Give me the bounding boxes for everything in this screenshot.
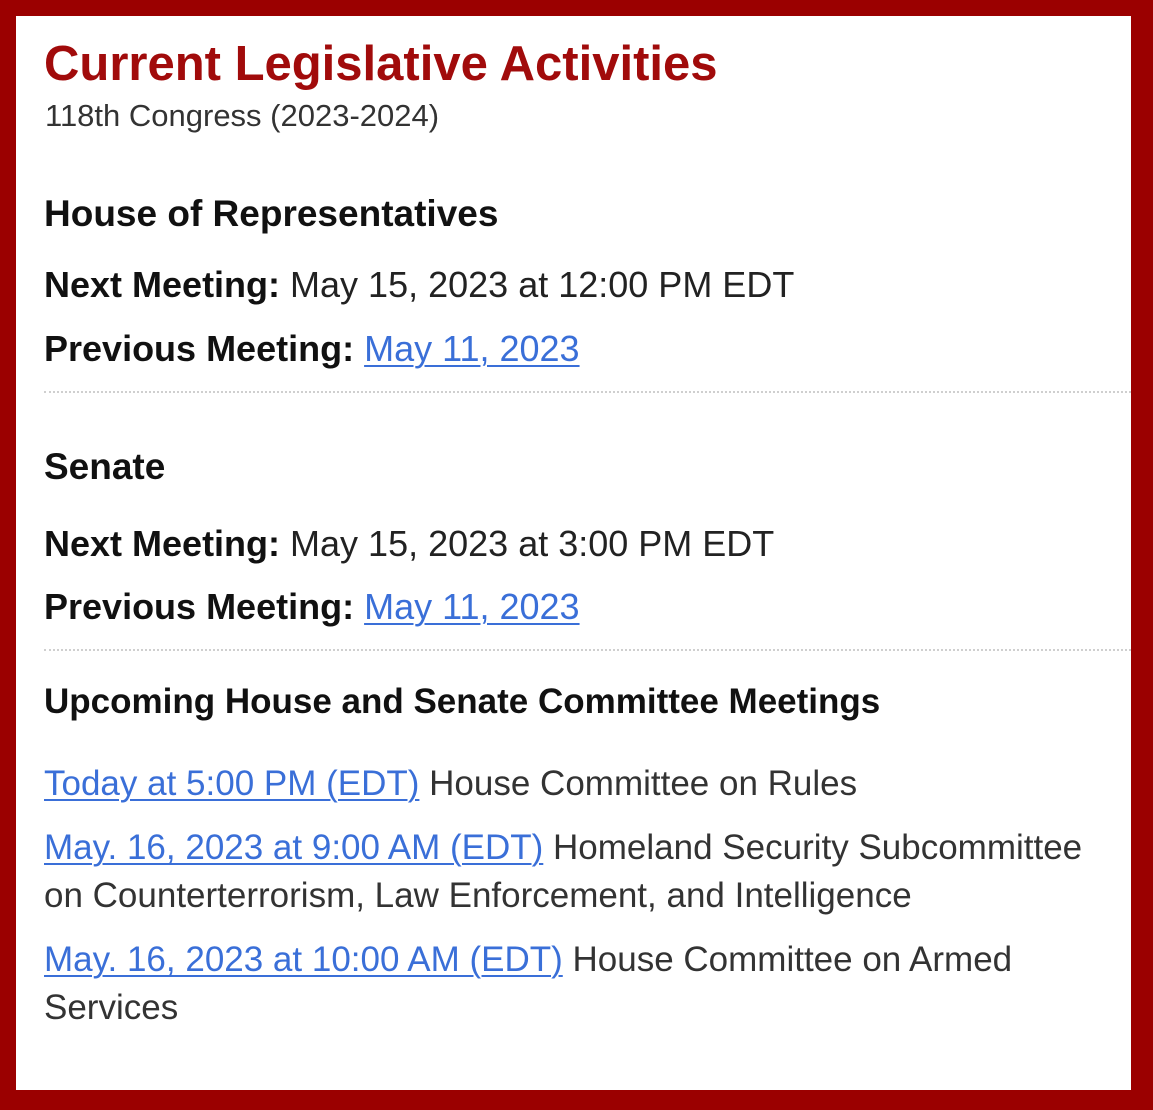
section-divider: [44, 649, 1131, 651]
committee-meeting-time-link[interactable]: May. 16, 2023 at 9:00 AM (EDT): [44, 828, 544, 867]
committee-meeting-item: [44, 824, 1116, 920]
committee-meeting-item: [44, 936, 1116, 1032]
congress-subtitle: 118th Congress (2023-2024): [45, 98, 440, 133]
senate-previous-meeting: [44, 586, 580, 628]
house-next-meeting-value: May 15, 2023 at 12:00 PM EDT: [290, 264, 795, 305]
committee-meeting-description: House Committee on Rules: [429, 764, 858, 803]
senate-previous-meeting-label: Previous Meeting:: [44, 586, 355, 627]
committee-meeting-item: [44, 760, 1116, 808]
senate-next-meeting: [44, 523, 774, 565]
house-previous-meeting: [44, 328, 580, 370]
committee-meetings-list: [44, 760, 1116, 1048]
house-next-meeting: [44, 264, 794, 306]
house-heading: House of Representatives: [44, 193, 499, 234]
senate-next-meeting-label: Next Meeting:: [44, 523, 281, 564]
legislative-activities-card: [16, 16, 1131, 1090]
committee-meeting-time-link[interactable]: May. 16, 2023 at 10:00 AM (EDT): [44, 940, 563, 979]
page-title: Current Legislative Activities: [44, 37, 718, 91]
committee-meeting-description: House Committee on Armed Services: [44, 940, 1013, 1027]
committee-meeting-time-link[interactable]: Today at 5:00 PM (EDT): [44, 764, 420, 803]
house-next-meeting-label: Next Meeting:: [44, 264, 281, 305]
house-previous-meeting-link[interactable]: May 11, 2023: [364, 328, 580, 369]
section-divider: [44, 391, 1131, 393]
committee-meeting-description: Homeland Security Subcommittee on Counterterrorism, Law Enforcement, and Intelligence: [44, 828, 1083, 915]
committee-meetings-heading: Upcoming House and Senate Committee Meetings: [44, 682, 881, 721]
senate-heading: Senate: [44, 446, 166, 487]
senate-next-meeting-value: May 15, 2023 at 3:00 PM EDT: [290, 523, 775, 564]
house-previous-meeting-label: Previous Meeting:: [44, 328, 355, 369]
senate-previous-meeting-link[interactable]: May 11, 2023: [364, 586, 580, 627]
